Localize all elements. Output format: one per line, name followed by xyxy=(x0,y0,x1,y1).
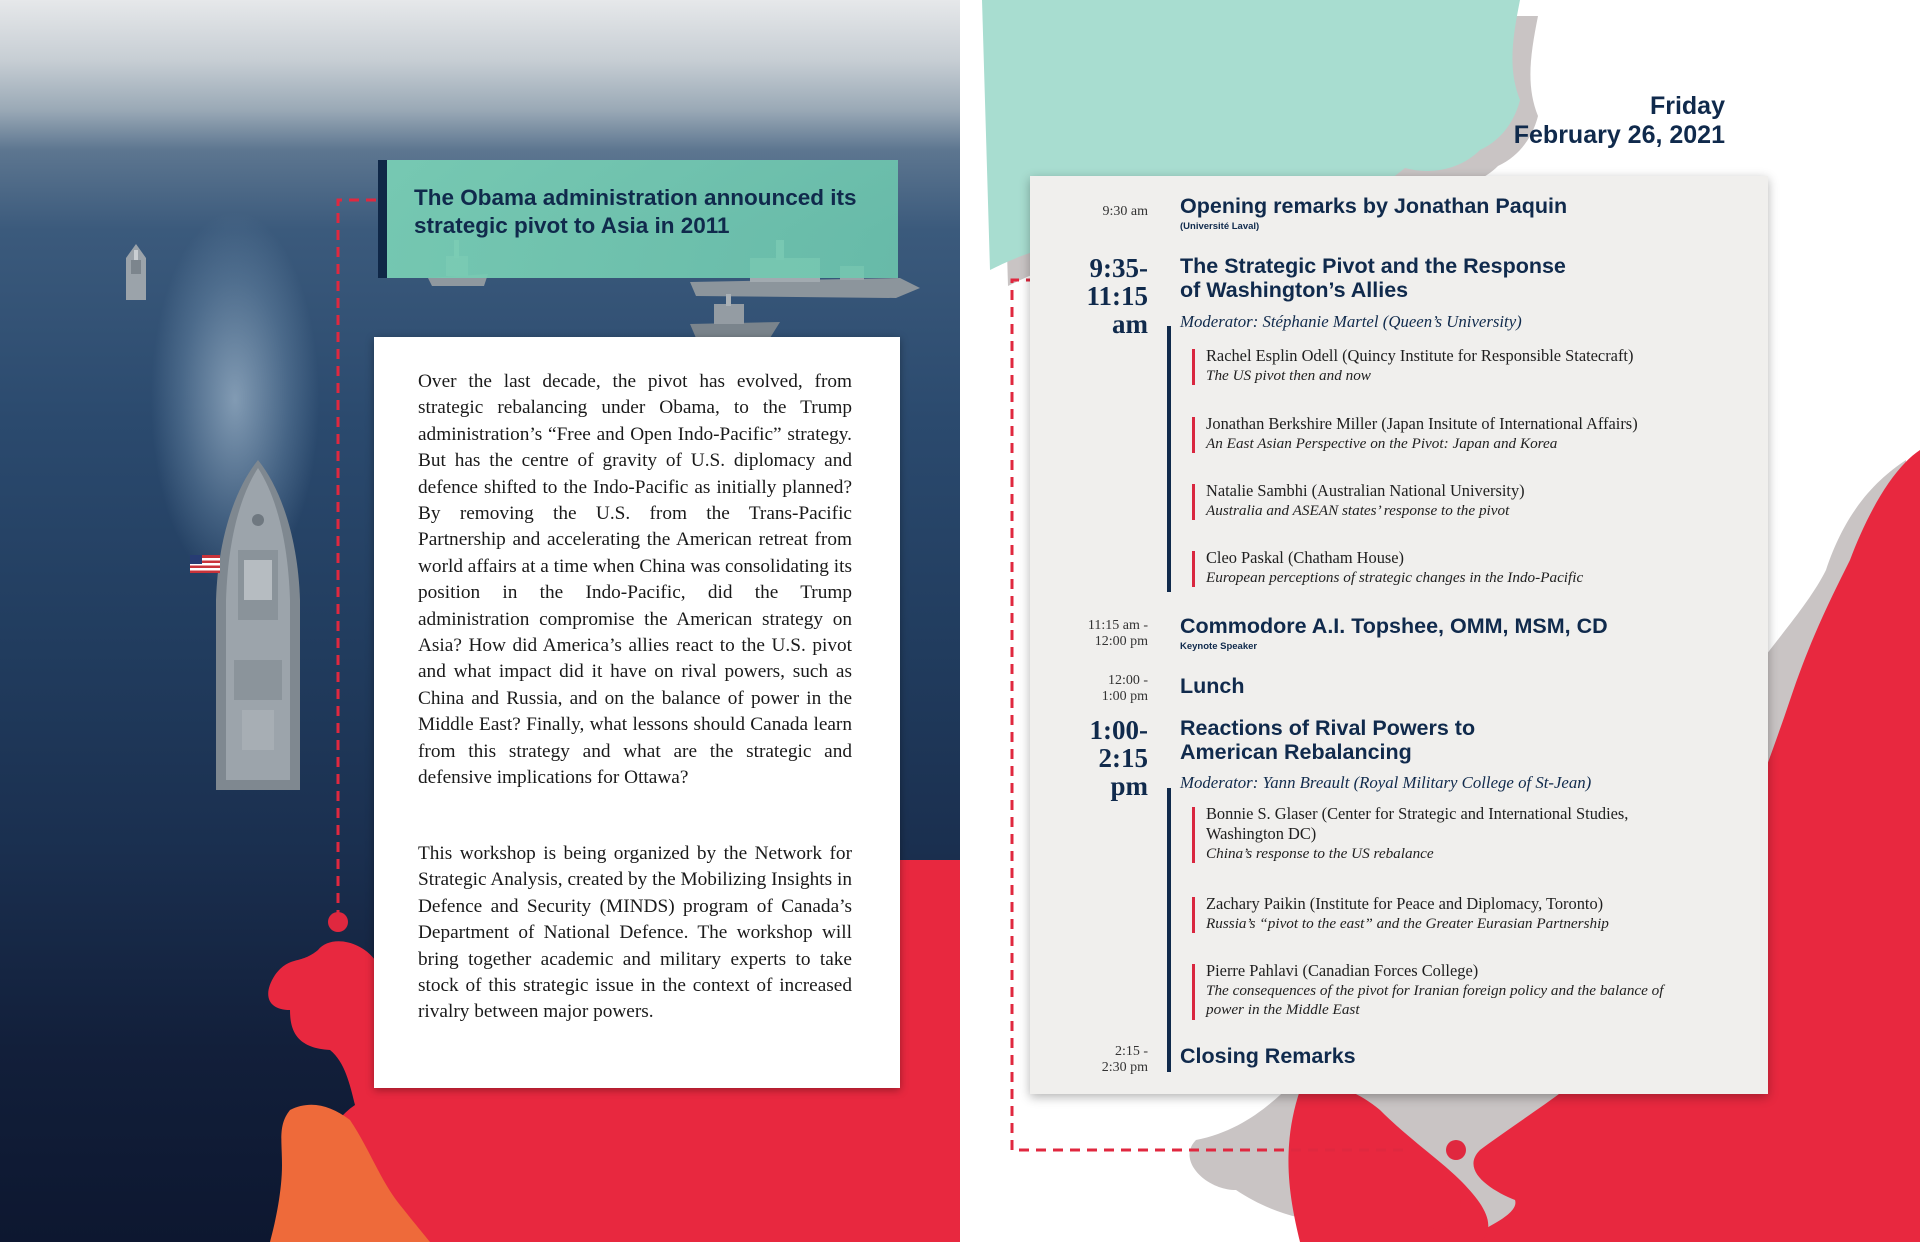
speaker-talk: China’s response to the US rebalance xyxy=(1206,845,1434,862)
session-title: Closing Remarks xyxy=(1180,1044,1356,1068)
session-title: Commodore A.I. Topshee, OMM, MSM, CD xyxy=(1180,614,1608,638)
speaker-marker xyxy=(1192,484,1195,520)
headline-band xyxy=(378,160,898,278)
headline: The Obama administration announced its strategic pivot to Asia in 2011 xyxy=(414,185,857,238)
speaker-name: Cleo Paskal (Chatham House) xyxy=(1206,548,1405,567)
speaker-name: Rachel Esplin Odell (Quincy Institute for Responsible Statecraft) xyxy=(1206,346,1634,365)
intro-text-card xyxy=(374,337,900,1088)
session-title: Lunch xyxy=(1180,674,1245,698)
speaker-marker xyxy=(1192,807,1195,863)
speaker-talk: Australia and ASEAN states’ response to the pivot xyxy=(1206,502,1510,519)
session-moderator: Moderator: Yann Breault (Royal Military College of St-Jean) xyxy=(1180,773,1592,792)
session-time: 1:00- 2:15 pm xyxy=(1089,715,1148,801)
speaker-name: Zachary Paikin (Institute for Peace and Diplomacy, Toronto) xyxy=(1206,894,1604,913)
speaker-entry xyxy=(1206,894,1746,933)
speaker-entry xyxy=(1206,548,1746,587)
session-time: 9:30 am xyxy=(1102,204,1148,219)
event-full-date: February 26, 2021 xyxy=(1513,121,1725,149)
right-page xyxy=(960,0,1920,1242)
session-time: 12:00 - 1:00 pm xyxy=(1101,673,1148,704)
speaker-entry xyxy=(1206,804,1746,863)
speaker-name: Natalie Sambhi (Australian National University) xyxy=(1206,481,1525,500)
speaker-talk: Russia’s “pivot to the east” and the Greater Eurasian Partnership xyxy=(1206,915,1609,932)
speaker-talk: European perceptions of strategic changes in the Indo-Pacific xyxy=(1206,569,1584,586)
session-divider xyxy=(1167,326,1171,592)
session-time: 11:15 am - 12:00 pm xyxy=(1087,618,1148,649)
speaker-talk: An East Asian Perspective on the Pivot: Japan and Korea xyxy=(1206,435,1558,452)
headline-accent-bar xyxy=(378,160,387,278)
speaker-marker xyxy=(1192,551,1195,587)
speaker-entry xyxy=(1206,481,1746,520)
event-day: Friday xyxy=(1649,92,1725,120)
session-time: 2:15 - 2:30 pm xyxy=(1101,1044,1148,1075)
session-affiliation: (Université Laval) xyxy=(1180,221,1260,232)
speaker-marker xyxy=(1192,417,1195,453)
speaker-entry xyxy=(1206,414,1746,453)
session-moderator: Moderator: Stéphanie Martel (Queen’s University) xyxy=(1180,312,1522,331)
session-subtitle: Keynote Speaker xyxy=(1180,641,1258,652)
dashed-connector xyxy=(330,198,380,928)
session-title: Reactions of Rival Powers to American Rebalancing xyxy=(1180,716,1476,764)
speaker-name: Pierre Pahlavi (Canadian Forces College) xyxy=(1206,961,1479,980)
session-title: Opening remarks by Jonathan Paquin xyxy=(1180,194,1568,218)
event-date xyxy=(1514,92,1725,150)
program-card xyxy=(1030,176,1768,1094)
speaker-talk: The US pivot then and now xyxy=(1206,367,1371,384)
session-divider xyxy=(1167,788,1171,1072)
intro-paragraph-1: Over the last decade, the pivot has evolved, from strategic rebalancing under Obama, to the Trump administration’s “Free and Open Indo-Pacific” strategy. But has the centre of gravity of U.S. diplomacy and defence shifted to the Indo-Pacific as initially planned? By removing the U.S. from the Trans-Pacific Partnership and accelerating the American retreat from world affairs at a time when China was consolidating its position in the Indo-Pacific, did the Trump administration compromise the American strategy on Asia? How did America’s allies react to the U.S. pivot and what impact did it have on rival powers, such as China and Russia, and on the balance of power in the Middle East? Finally, what lessons should Canada learn from this strategy and what are the strategic and defensive implications for Ottawa? xyxy=(418,371,852,789)
speaker-name: Bonnie S. Glaser (Center for Strategic and International Studies, Washington DC) xyxy=(1206,804,1629,843)
connector-dot xyxy=(1446,1140,1466,1160)
intro-paragraph-2: This workshop is being organized by the Network for Strategic Analysis, created by the Mobilizing Insights in Defence and Security (MINDS) program of Canada’s Department of National Defence. The workshop will bring together academic and military experts to take stock of this strategic issue in the context of increased rivalry between major powers. xyxy=(418,843,852,1023)
speaker-marker xyxy=(1192,349,1195,385)
speaker-marker xyxy=(1192,964,1195,1020)
speaker-entry xyxy=(1206,961,1746,1019)
speaker-talk: The consequences of the pivot for Iranian foreign policy and the balance of power in the Middle East xyxy=(1206,982,1664,1018)
connector-dot xyxy=(328,912,348,932)
speaker-entry xyxy=(1206,346,1746,385)
session-time: 9:35- 11:15 am xyxy=(1086,253,1148,339)
speaker-marker xyxy=(1192,897,1195,933)
session-title: The Strategic Pivot and the Response of Washington’s Allies xyxy=(1180,254,1566,302)
speaker-name: Jonathan Berkshire Miller (Japan Insitute of International Affairs) xyxy=(1206,414,1638,433)
